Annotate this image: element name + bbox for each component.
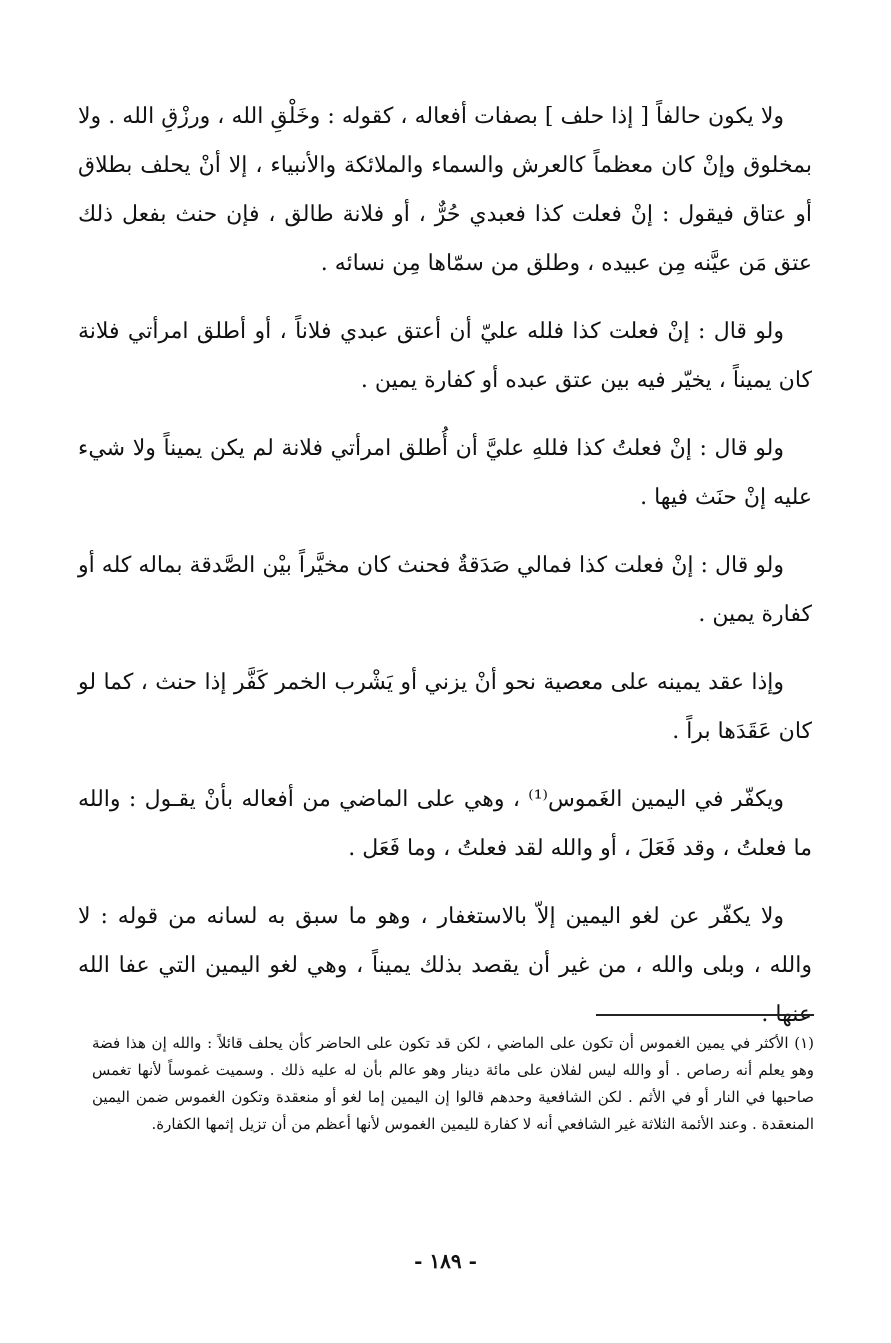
paragraph: ولو قال : إنْ فعلت كذا فلله عليّ أن أعتق عبدي فلاناً ، أو أطلق امرأتي فلانة كان يميناً ، يخيّر فيه بين عتق عبده أو كفارة يمين . — [78, 319, 812, 393]
paragraph: ولو قال : إنْ فعلت كذا فمالي صَدَقةٌ فحنث كان مخيَّراً بيْن الصَّدقة بماله كله أو كفارة يمين . — [78, 553, 812, 627]
page-number: - ١٨٩ - — [414, 1249, 477, 1273]
footnote: (١) الأكثر في يمين الغموس أن تكون على الماضي ، لكن قد تكون على الحاضر كأن يحلف قائلاً : والله إن هذا فضة وهو يعلم أنه رصاص . أو والله ليس لفلان على مائة دينار وهو عالم بأن له عليه ذلك . وسميت غموساً لأنها تغمس صاحبها في النار أو في الأثم . لكن الشافعية وحدهم قالوا إن اليمين إما لغو أو منعقدة وتكون الغموس ضمن اليمين المنعقدة . وعند الأئمة الثلاثة غير الشافعي أنه لا كفارة لليمين الغموس لأنها أعظم من أن تزيل إثمها الكفارة. — [92, 1034, 814, 1133]
paragraph: ولو قال : إنْ فعلتُ كذا فللهِ عليَّ أن أُطلق امرأتي فلانة لم يكن يميناً ولا شيء عليه إنْ حنَث فيها . — [78, 436, 812, 510]
footnote-divider — [596, 1014, 814, 1016]
footnotes — [92, 1030, 814, 1138]
paragraph: وإذا عقد يمينه على معصية نحو أنْ يزني أو يَشْرب الخمر كَفَّر إذا حنث ، كما لو كان عَقَدَها براً . — [78, 670, 812, 744]
paragraph: ولا يكون حالفاً [ إذا حلف ] بصفات أفعاله ، كقوله : وخَلْقِ الله ، ورزْقِ الله . ولا بمخلوق وإنْ كان معظماً كالعرش والسماء والملائكة والأنبياء ، إلا أنْ يحلف بطلاق أو عتاق فيقول : إنْ فعلت كذا فعبدي حُرٌّ ، أو فلانة طالق ، فإن حنث بفعل ذلك عتق مَن عيَّنه مِن عبيده ، وطلق من سمّاها مِن نسائه . — [78, 104, 812, 276]
main-text — [78, 92, 812, 1058]
paragraph: ولا يكفّر عن لغو اليمين إلاّ بالاستغفار ، وهو ما سبق به لسانه من قوله : لا والله ، وبلى والله ، من غير أن يقصد بذلك يميناً ، وهي لغو اليمين التي عفا الله عنها . — [78, 904, 812, 1027]
paragraph: ويكفّر في اليمين الغَموس⁽¹⁾ ، وهي على الماضي من أفعاله بأنْ يقـول : والله ما فعلتُ ، وقد فَعَلَ ، أو والله لقد فعلتُ ، وما فَعَل . — [78, 787, 812, 861]
